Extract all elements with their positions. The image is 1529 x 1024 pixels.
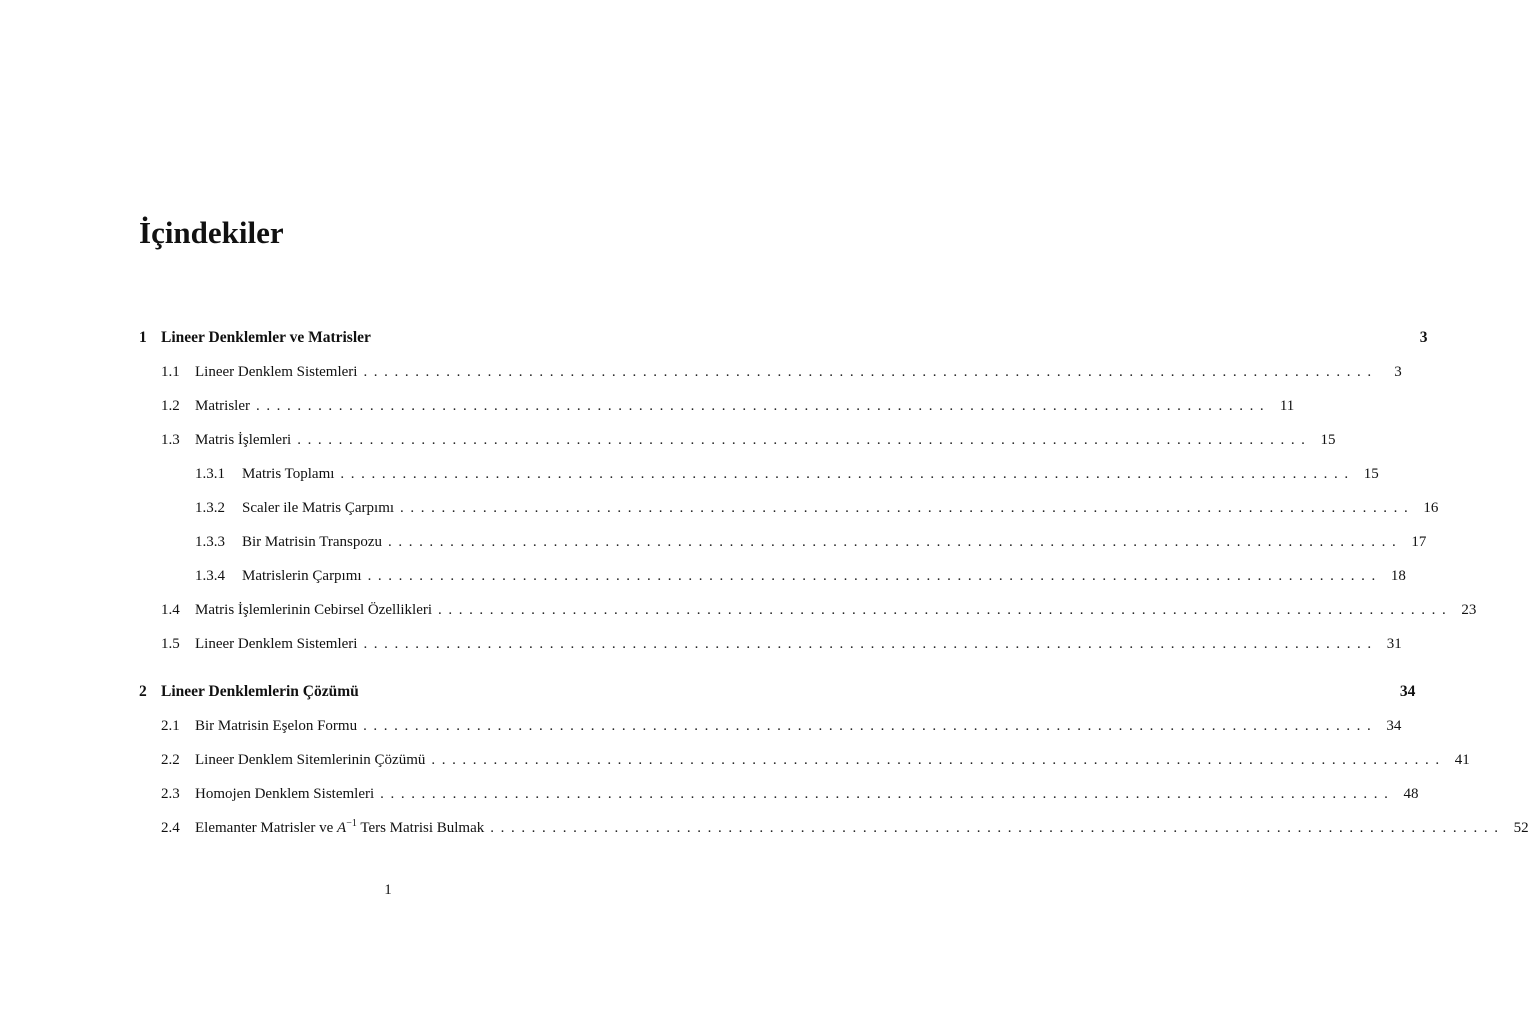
entry-number: 1.4 <box>161 602 180 618</box>
entry-label: Homojen Denklem Sistemleri <box>195 786 375 802</box>
toc-entry-1-3-2[interactable] <box>139 496 1439 520</box>
toc-entry-1-3-1[interactable] <box>139 462 1379 486</box>
dot-leader: .................................................................................................. <box>380 786 1395 802</box>
toc-entry-2-2[interactable] <box>139 748 1470 772</box>
entry-label: Matris Toplamı <box>242 466 335 482</box>
dot-leader: .................................................................................................. <box>363 718 1378 734</box>
entry-number: 1.3.3 <box>195 534 225 550</box>
dot-leader: .................................................................................................. <box>363 636 1378 652</box>
toc-entry-1-3-4[interactable] <box>139 564 1406 588</box>
entry-label: Lineer Denklemler ve Matrisler <box>161 329 371 346</box>
toc-entry-2-1[interactable] <box>139 714 1402 738</box>
entry-label-post: Ters Matrisi Bulmak <box>356 820 485 836</box>
entry-number: 1.1 <box>161 364 180 380</box>
entry-label: Matrislerin Çarpımı <box>242 568 362 584</box>
entry-label <box>195 816 484 842</box>
toc-entry-1-2[interactable] <box>139 394 1295 418</box>
page-number: 1 <box>384 882 392 898</box>
entry-number: 2 <box>139 683 147 700</box>
dot-leader: .................................................................................................. <box>431 752 1446 768</box>
entry-number: 2.3 <box>161 786 180 802</box>
entry-label: Bir Matrisin Transpozu <box>242 534 383 550</box>
entry-number: 2.1 <box>161 718 180 734</box>
entry-page: 15 <box>1320 432 1336 448</box>
toc-entry-chapter-1[interactable] <box>139 326 1428 350</box>
entry-label: Lineer Denklem Sistemleri <box>195 636 358 652</box>
entry-label: Bir Matrisin Eşelon Formu <box>195 718 358 734</box>
entry-label-pre: Elemanter Matrisler ve <box>195 820 338 836</box>
page-title: İçindekiler <box>139 215 284 250</box>
dot-leader: .................................................................................................. <box>340 466 1355 482</box>
dot-leader: .................................................................................................. <box>255 398 1271 414</box>
entry-label: Matris İşlemlerinin Cebirsel Özellikleri <box>195 602 433 618</box>
entry-number: 1.3.2 <box>195 500 225 516</box>
entry-number: 1.3 <box>161 432 180 448</box>
toc-entry-2-3[interactable] <box>139 782 1419 806</box>
entry-number: 1 <box>139 329 147 346</box>
dot-leader: .................................................................................................. <box>400 500 1415 516</box>
toc-entry-1-4[interactable] <box>139 598 1477 622</box>
toc-entry-1-3-3[interactable] <box>139 530 1427 554</box>
toc-entry-chapter-2[interactable] <box>139 680 1416 704</box>
entry-page: 48 <box>1403 786 1419 802</box>
entry-page: 34 <box>1399 683 1416 700</box>
inverse-superscript: −1 <box>346 818 357 829</box>
entry-page: 34 <box>1386 718 1402 734</box>
entry-page: 52 <box>1513 820 1529 836</box>
entry-label: Matrisler <box>195 398 250 414</box>
entry-page: 23 <box>1461 602 1477 618</box>
entry-page: 41 <box>1454 752 1470 768</box>
entry-number: 2.2 <box>161 752 180 768</box>
toc-entry-2-4[interactable] <box>139 816 1529 840</box>
matrix-variable: A <box>337 820 347 836</box>
entry-label: Lineer Denklem Sistemleri <box>195 364 358 380</box>
entry-number: 2.4 <box>161 820 180 836</box>
entry-label: Lineer Denklem Sitemlerinin Çözümü <box>195 752 426 768</box>
entry-page: 15 <box>1363 466 1379 482</box>
entry-number: 1.3.1 <box>195 466 225 482</box>
entry-page: 3 <box>1394 364 1402 380</box>
entry-page: 11 <box>1279 398 1295 414</box>
toc-entry-1-5[interactable] <box>139 632 1402 656</box>
entry-label: Matris İşlemleri <box>195 432 292 448</box>
entry-number: 1.5 <box>161 636 180 652</box>
entry-number: 1.3.4 <box>195 568 225 584</box>
entry-page: 3 <box>1419 329 1428 346</box>
entry-page: 16 <box>1423 500 1439 516</box>
dot-leader: .................................................................................................. <box>363 364 1378 380</box>
entry-page: 18 <box>1390 568 1406 584</box>
entry-label: Scaler ile Matris Çarpımı <box>242 500 395 516</box>
dot-leader: .................................................................................................. <box>367 568 1382 584</box>
toc-entry-1-3[interactable] <box>139 428 1336 452</box>
dot-leader: .................................................................................................. <box>438 602 1453 618</box>
dot-leader: .................................................................................................. <box>388 534 1403 550</box>
entry-page: 31 <box>1386 636 1402 652</box>
dot-leader: .................................................................................................. <box>297 432 1312 448</box>
entry-label: Lineer Denklemlerin Çözümü <box>161 683 359 700</box>
entry-number: 1.2 <box>161 398 180 414</box>
entry-page: 17 <box>1411 534 1427 550</box>
toc-entry-1-1[interactable] <box>139 360 1402 384</box>
dot-leader: .................................................................................................. <box>490 820 1505 836</box>
